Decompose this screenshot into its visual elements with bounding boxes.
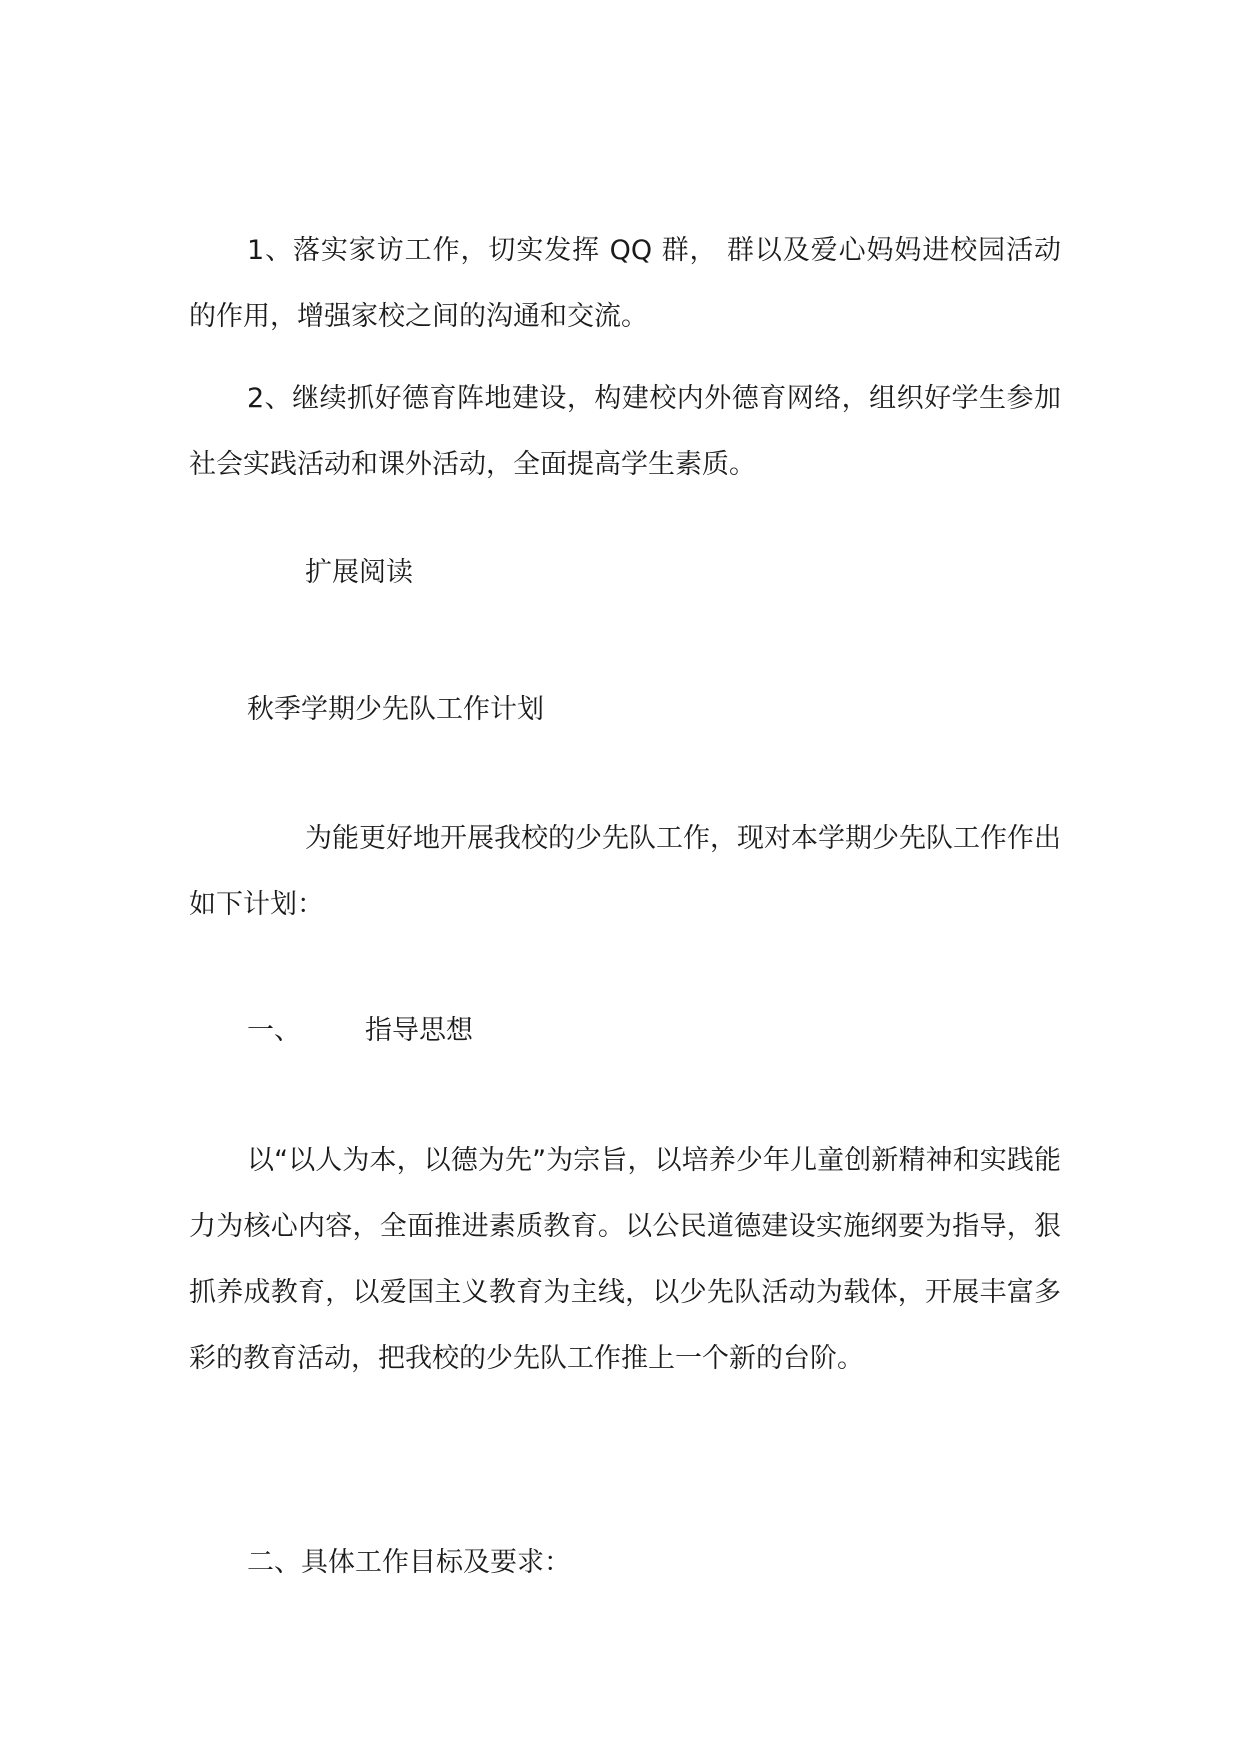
section-1-title: 指导思想 [365, 1015, 473, 1046]
paragraph-home-visit: 1、落实家访工作，切实发挥 QQ 群， 群以及爱心妈妈进校园活动的作用，增强家校之间的沟通和交流。 [189, 235, 1061, 332]
paragraph-moral-education: 2、继续抓好德育阵地建设，构建校内外德育网络，组织好学生参加社会实践活动和课外活动，全面提高学生素质。 [189, 383, 1061, 480]
section-1-number: 一、 [247, 1015, 301, 1046]
extended-reading-label: 扩展阅读 [305, 557, 413, 588]
section-2-heading: 二、具体工作目标及要求： [247, 1547, 571, 1578]
paragraph-intro: 为能更好地开展我校的少先队工作，现对本学期少先队工作作出如下计划： [189, 823, 1061, 920]
plan-title: 秋季学期少先队工作计划 [247, 694, 544, 725]
section-1-heading [247, 1011, 473, 1051]
paragraph-guiding-ideology: 以“以人为本，以德为先”为宗旨，以培养少年儿童创新精神和实践能力为核心内容，全面推进素质教育。以公民道德建设实施纲要为指导，狠抓养成教育，以爱国主义教育为主线，以少先队活动为载体，开展丰富多彩的教育活动，把我校的少先队工作推上一个新的台阶。 [189, 1145, 1061, 1374]
